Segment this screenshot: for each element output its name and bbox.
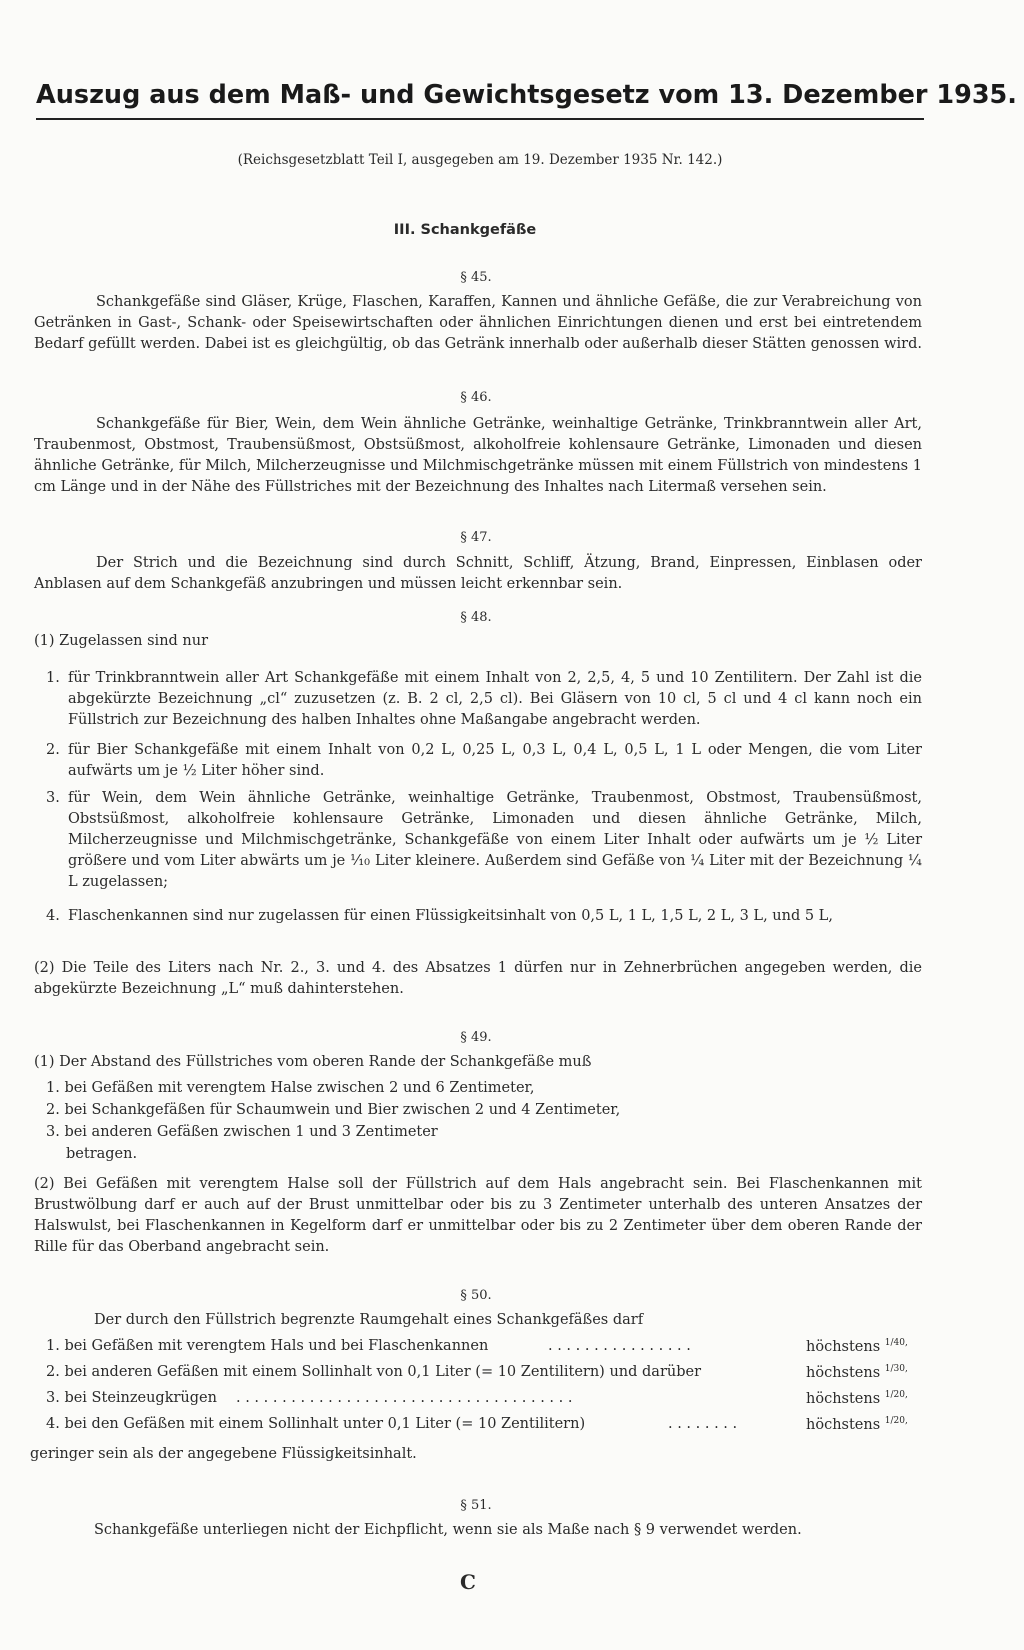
list-item: [46, 668, 922, 731]
paragraph-50-intro: Der durch den Füllstrich begrenzte Raumgehalt eines Schankgefäßes darf: [94, 1312, 644, 1328]
paragraph-47-text: Der Strich und die Bezeichnung sind durch Schnitt, Schliff, Ätzung, Brand, Einpressen, Einblasen oder Anblasen auf dem Schankgefäß anzubringen und müssen leicht erkennbar sein.: [34, 555, 922, 592]
title-underline: [36, 118, 924, 120]
max-label: höchstens: [806, 1416, 881, 1433]
list-item-number: 4.: [46, 908, 60, 924]
paragraph-mark-46: § 46.: [460, 390, 492, 405]
page-title: Auszug aus dem Maß- und Gewichtsgesetz vom 13. Dezember 1935.: [36, 80, 1017, 110]
paragraph-49-tail: betragen.: [66, 1146, 138, 1162]
paragraph-48-absatz-1: (1) Zugelassen sind nur: [34, 633, 209, 649]
max-label: höchstens: [806, 1390, 881, 1407]
list-item-text: für Bier Schankgefäße mit einem Inhalt von 0,2 L, 0,25 L, 0,3 L, 0,4 L, 0,5 L, 1 L oder Mengen, die vom Liter aufwärts um je ½ Liter höher sind.: [68, 742, 922, 779]
paragraph-mark-48: § 48.: [460, 610, 492, 625]
list-item: 4. bei den Gefäßen mit einem Sollinhalt unter 0,1 Liter (= 10 Zentilitern): [46, 1416, 586, 1432]
leader-dots: . . . . . . . . . . . . . . . . . . . . . . . . . . . . . . . . . . . . .: [236, 1390, 573, 1406]
fraction-value: 1/20,: [884, 1390, 908, 1400]
list-item: [46, 788, 922, 893]
list-item-number: 2.: [46, 742, 60, 758]
list-item: 2. bei anderen Gefäßen mit einem Sollinhalt von 0,1 Liter (= 10 Zentilitern) und darüber: [46, 1364, 702, 1380]
leader-dots: . . . . . . . .: [668, 1416, 738, 1432]
fraction-value: 1/40,: [884, 1338, 908, 1348]
max-deviation: [806, 1338, 908, 1355]
paragraph-51-text: Schankgefäße unterliegen nicht der Eichpflicht, wenn sie als Maße nach § 9 verwendet werden.: [94, 1522, 802, 1538]
paragraph-mark-50: § 50.: [460, 1288, 492, 1303]
list-item: 1. bei Gefäßen mit verengtem Halse zwischen 2 und 6 Zentimeter,: [46, 1080, 535, 1096]
max-label: höchstens: [806, 1364, 881, 1381]
paragraph-mark-51: § 51.: [460, 1498, 492, 1513]
list-item-text: für Wein, dem Wein ähnliche Getränke, weinhaltige Getränke, Traubenmost, Obstmost, Traubensüßmost, Obstsüßmost, alkoholfreie kohlensaure Getränke, Limonaden und diesen ähnliche Getränke, Milch, Milcherzeugnisse und Milchmischgetränke, Schankgefäße von einem Liter Inhalt oder aufwärts um je ½ Liter größere und vom Liter abwärts um je ⅒ Liter kleinere. Außerdem sind Gefäße von ¼ Liter mit der Bezeichnung ¼ L zugelassen;: [68, 790, 922, 890]
list-item: [46, 740, 922, 782]
footer-signature: C: [460, 1570, 476, 1594]
leader-dots: . . . . . . . . . . . . . . . .: [548, 1338, 691, 1354]
paragraph-mark-47: § 47.: [460, 530, 492, 545]
list-item: 3. bei anderen Gefäßen zwischen 1 und 3 Zentimeter: [46, 1124, 438, 1140]
max-deviation: [806, 1390, 908, 1407]
list-item-text: für Trinkbranntwein aller Art Schankgefäße mit einem Inhalt von 2, 2,5, 4, 5 und 10 Zentilitern. Der Zahl ist die abgekürzte Bezeichnung „cl“ zuzusetzen (z. B. 2 cl, 2,5 cl). Bei Gläsern von 10 cl, 5 cl und 4 cl kann noch ein Füllstrich zur Bezeichnung des halben Inhaltes ohne Maßangabe angebracht werden.: [68, 670, 922, 728]
paragraph-45-text: Schankgefäße sind Gläser, Krüge, Flaschen, Karaffen, Kannen und ähnliche Gefäße, die zur Verabreichung von Getränken in Gast-, Schank- oder Speisewirtschaften oder ähnlichen Einrichtungen dienen und erst bei eintretendem Bedarf gefüllt werden. Dabei ist es gleichgültig, ob das Getränk innerhalb oder außerhalb dieser Stätten genossen wird.: [34, 294, 922, 352]
list-item: 3. bei Steinzeugkrügen: [46, 1390, 217, 1406]
paragraph-50-tail: geringer sein als der angegebene Flüssigkeitsinhalt.: [30, 1446, 417, 1462]
paragraph-mark-49: § 49.: [460, 1030, 492, 1045]
paragraph-48-absatz-2: (2) Die Teile des Liters nach Nr. 2., 3. und 4. des Absatzes 1 dürfen nur in Zehnerbrüchen angegeben werden, die abgekürzte Bezeichnung „L“ muß dahinterstehen.: [34, 960, 922, 997]
paragraph-46-text: Schankgefäße für Bier, Wein, dem Wein ähnliche Getränke, weinhaltige Getränke, Trinkbranntwein aller Art, Traubenmost, Obstmost, Traubensüßmost, Obstsüßmost, alkoholfreie kohlensaure Getränke, Limonaden und diesen ähnliche Getränke, für Milch, Milcherzeugnisse und Milchmischgetränke müssen mit einem Füllstrich von mindestens 1 cm Länge und in der Nähe des Füllstriches mit der Bezeichnung des Inhaltes nach Litermaß versehen sein.: [34, 416, 922, 495]
list-item: [46, 906, 922, 927]
fraction-value: 1/30,: [884, 1364, 908, 1374]
max-deviation: [806, 1416, 908, 1433]
list-item-number: 1.: [46, 670, 60, 686]
fraction-value: 1/20,: [884, 1416, 908, 1426]
section-heading: III. Schankgefäße: [393, 222, 537, 238]
list-item: 2. bei Schankgefäßen für Schaumwein und Bier zwischen 2 und 4 Zentimeter,: [46, 1102, 621, 1118]
paragraph-mark-45: § 45.: [460, 270, 492, 285]
page-subtitle: (Reichsgesetzblatt Teil I, ausgegeben am 19. Dezember 1935 Nr. 142.): [237, 152, 723, 168]
paragraph-49-absatz-1: (1) Der Abstand des Füllstriches vom oberen Rande der Schankgefäße muß: [34, 1054, 592, 1070]
max-label: höchstens: [806, 1338, 881, 1355]
list-item: 1. bei Gefäßen mit verengtem Hals und bei Flaschenkannen: [46, 1338, 489, 1354]
paragraph-49-absatz-2: (2) Bei Gefäßen mit verengtem Halse soll der Füllstrich auf dem Hals angebracht sein. Bei Flaschenkannen mit Brustwölbung darf er auch auf der Brust unmittelbar oder bis zu 3 Zentimeter unterhalb des unteren Ansatzes der Halswulst, bei Flaschenkannen in Kegelform darf er unmittelbar oder bis zu 2 Zentimeter über dem oberen Rande der Rille für das Oberband angebracht sein.: [34, 1176, 922, 1255]
list-item-number: 3.: [46, 790, 60, 806]
max-deviation: [806, 1364, 908, 1381]
list-item-text: Flaschenkannen sind nur zugelassen für einen Flüssigkeitsinhalt von 0,5 L, 1 L, 1,5 L, 2 L, 3 L, und 5 L,: [68, 908, 833, 924]
